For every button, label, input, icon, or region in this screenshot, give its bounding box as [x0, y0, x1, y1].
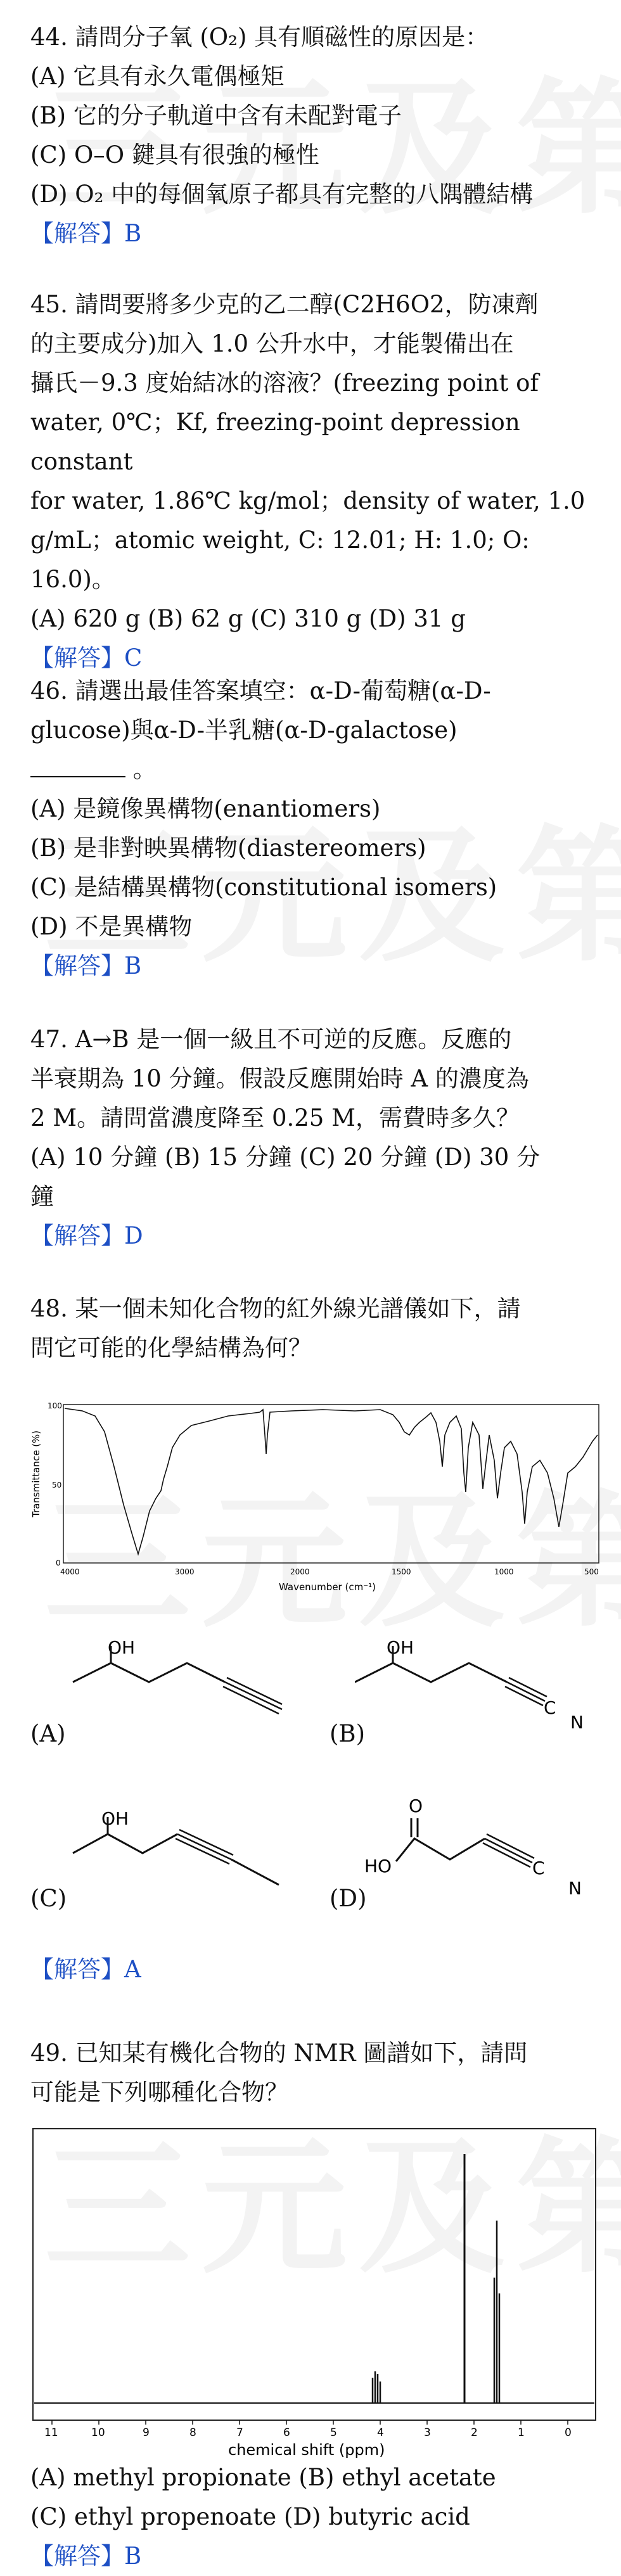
ir-xtick: 4000	[60, 1567, 80, 1576]
question-48	[30, 1289, 601, 1368]
ir-plot-frame	[63, 1405, 599, 1563]
oh-label: OH	[387, 1637, 414, 1658]
nmr-xtick: 4	[377, 2426, 384, 2439]
option-c: (C) 是結構異構物(constitutional isomers)	[30, 874, 497, 901]
answer-value: B	[124, 220, 142, 247]
nmr-xtick: 9	[143, 2426, 150, 2439]
nmr-xtick: 3	[424, 2426, 431, 2439]
ir-ytick: 100	[48, 1401, 62, 1410]
bond-skeleton	[231, 1859, 279, 1885]
options-row: (C) ethyl propenoate (D) butyric acid	[30, 2503, 470, 2530]
structure-d	[364, 1793, 605, 1907]
option-b: (B) 是非對映異構物(diastereomers)	[30, 834, 426, 862]
structure-b	[355, 1635, 596, 1736]
double-bond	[411, 1818, 418, 1837]
bond-skeleton	[396, 1839, 485, 1861]
carbon-label: C	[544, 1697, 556, 1718]
ir-xlabel: Wavenumber (cm⁻¹)	[279, 1581, 376, 1593]
question-stem: 44. 請問分子氧 (O₂) 具有順磁性的原因是：	[30, 23, 489, 51]
fill-blank-line	[30, 750, 601, 789]
question-47	[30, 1020, 601, 1256]
triple-bond	[223, 1678, 282, 1714]
oh-label: OH	[101, 1808, 129, 1829]
question-48-answer	[30, 1950, 601, 1989]
question-line: 49. 已知某有機化合物的 NMR 圖譜如下，請問	[30, 2039, 528, 2067]
ir-xtick: 500	[584, 1567, 599, 1576]
option-c: (C) O–O 鍵具有很強的極性	[30, 141, 319, 169]
nmr-xtick: 1	[518, 2426, 525, 2439]
nmr-xtick: 0	[565, 2426, 572, 2439]
question-line: 46. 請選出最佳答案填空：α-D-葡萄糖(α-D-	[30, 677, 491, 705]
nmr-peak	[373, 2371, 380, 2403]
nmr-xlabel: chemical shift (ppm)	[228, 2441, 385, 2458]
nmr-xtick: 11	[44, 2426, 58, 2439]
option-a-label: (A)	[30, 1720, 66, 1747]
ir-xtick: 3000	[175, 1567, 195, 1576]
question-44	[30, 18, 601, 253]
option-a: (A) 是鏡像異構物(enantiomers)	[30, 795, 381, 822]
answer-prefix: 【解答】	[30, 952, 124, 979]
nmr-xtick: 10	[91, 2426, 105, 2439]
ir-ytick: 0	[56, 1559, 61, 1567]
answer-value: B	[124, 2542, 142, 2570]
nmr-xtick: 2	[471, 2426, 478, 2439]
question-line: (A) 10 分鐘 (B) 15 分鐘 (C) 20 分鐘 (D) 30 分	[30, 1144, 541, 1171]
question-45	[30, 285, 601, 678]
ir-ylabel: Transmittance (%)	[30, 1430, 42, 1517]
option-c-label: (C)	[30, 1885, 67, 1912]
nmr-xtick: 6	[283, 2426, 290, 2439]
question-line: 鐘	[30, 1183, 54, 1210]
answer-prefix: 【解答】	[30, 644, 124, 672]
nmr-plot-frame	[33, 2129, 596, 2420]
ir-xtick: 1000	[494, 1567, 514, 1576]
ir-spectrum	[25, 1397, 602, 1606]
ir-xtick: 2000	[290, 1567, 310, 1576]
question-line: 攝氏－9.3 度始結冰的溶液？(freezing point of	[30, 369, 539, 397]
question-line: 可能是下列哪種化合物？	[30, 2079, 288, 2106]
question-46	[30, 672, 601, 986]
nitrogen-label: N	[568, 1878, 582, 1899]
question-line: 問它可能的化學結構為何？	[30, 1334, 312, 1361]
question-line: 的主要成分)加入 1.0 公升水中，才能製備出在	[30, 330, 514, 357]
question-49	[30, 2034, 601, 2112]
question-line: 48. 某一個未知化合物的紅外線光譜儀如下，請	[30, 1295, 521, 1322]
answer	[30, 1216, 601, 1256]
option-b: (B) 它的分子軌道中含有未配對電子	[30, 102, 402, 129]
option-a: (A) 它具有永久電偶極矩	[30, 63, 285, 90]
answer-value: A	[124, 1956, 141, 1983]
bond-skeleton	[73, 1646, 225, 1682]
structure-c	[63, 1806, 291, 1894]
question-49-options	[30, 2458, 601, 2576]
answer-prefix: 【解答】	[30, 2542, 124, 2570]
blank-suffix: 。	[125, 756, 157, 783]
nitrogen-label: N	[570, 1712, 584, 1733]
nmr-xtick: 7	[236, 2426, 243, 2439]
question-line: 45. 請問要將多少克的乙二醇(C2H6O2，防凍劑	[30, 291, 539, 318]
triple-bond	[176, 1830, 233, 1864]
ir-xtick: 1500	[392, 1567, 411, 1576]
question-line: 2 M。請問當濃度降至 0.25 M，需費時多久？	[30, 1104, 520, 1132]
answer-prefix: 【解答】	[30, 1222, 124, 1249]
answer-value: B	[124, 952, 142, 979]
option-d: (D) 不是異構物	[30, 913, 193, 940]
nmr-xtick: 8	[189, 2426, 196, 2439]
answer	[30, 1950, 601, 1989]
answer	[30, 2537, 601, 2576]
option-d: (D) O₂ 中的每個氧原子都具有完整的八隅體結構	[30, 181, 534, 208]
answer-prefix: 【解答】	[30, 220, 124, 247]
carbon-label: C	[532, 1858, 545, 1878]
nmr-ticks	[52, 2420, 568, 2425]
question-line: water, 0℃；Kf, freezing-point depression constant	[30, 409, 520, 475]
triple-bond	[483, 1834, 534, 1867]
triple-bond	[505, 1678, 547, 1706]
nmr-spectrum	[25, 2126, 602, 2458]
answer-value: C	[124, 644, 143, 672]
oxygen-label: O	[409, 1795, 423, 1816]
answer	[30, 214, 601, 253]
answer	[30, 947, 601, 986]
answer-prefix: 【解答】	[30, 1956, 124, 1983]
option-b-label: (B)	[330, 1720, 366, 1747]
question-line: g/mL；atomic weight, C: 12.01; H: 1.0; O: 16.0)。	[30, 526, 530, 593]
ho-label: HO	[364, 1856, 392, 1877]
question-line: 半衰期為 10 分鐘。假設反應開始時 A 的濃度為	[30, 1065, 529, 1092]
answer-value: D	[124, 1222, 143, 1249]
oh-label: OH	[108, 1637, 136, 1658]
nmr-peak	[494, 2221, 499, 2403]
options-row: (A) methyl propionate (B) ethyl acetate	[30, 2464, 496, 2491]
fill-blank	[30, 753, 125, 777]
question-line: glucose)與α-D-半乳糖(α-D-galactose)	[30, 717, 458, 744]
ir-trace	[65, 1408, 598, 1554]
question-line: 47. A→B 是一個一級且不可逆的反應。反應的	[30, 1026, 512, 1053]
options-row: (A) 620 g (B) 62 g (C) 310 g (D) 31 g	[30, 605, 466, 632]
question-line: for water, 1.86℃ kg/mol；density of water, 1.0	[30, 487, 586, 514]
ir-ytick: 50	[52, 1481, 62, 1489]
bond-skeleton	[355, 1646, 507, 1682]
nmr-xtick: 5	[330, 2426, 337, 2439]
structure-a	[63, 1635, 291, 1730]
option-d-label: (D)	[330, 1885, 367, 1912]
